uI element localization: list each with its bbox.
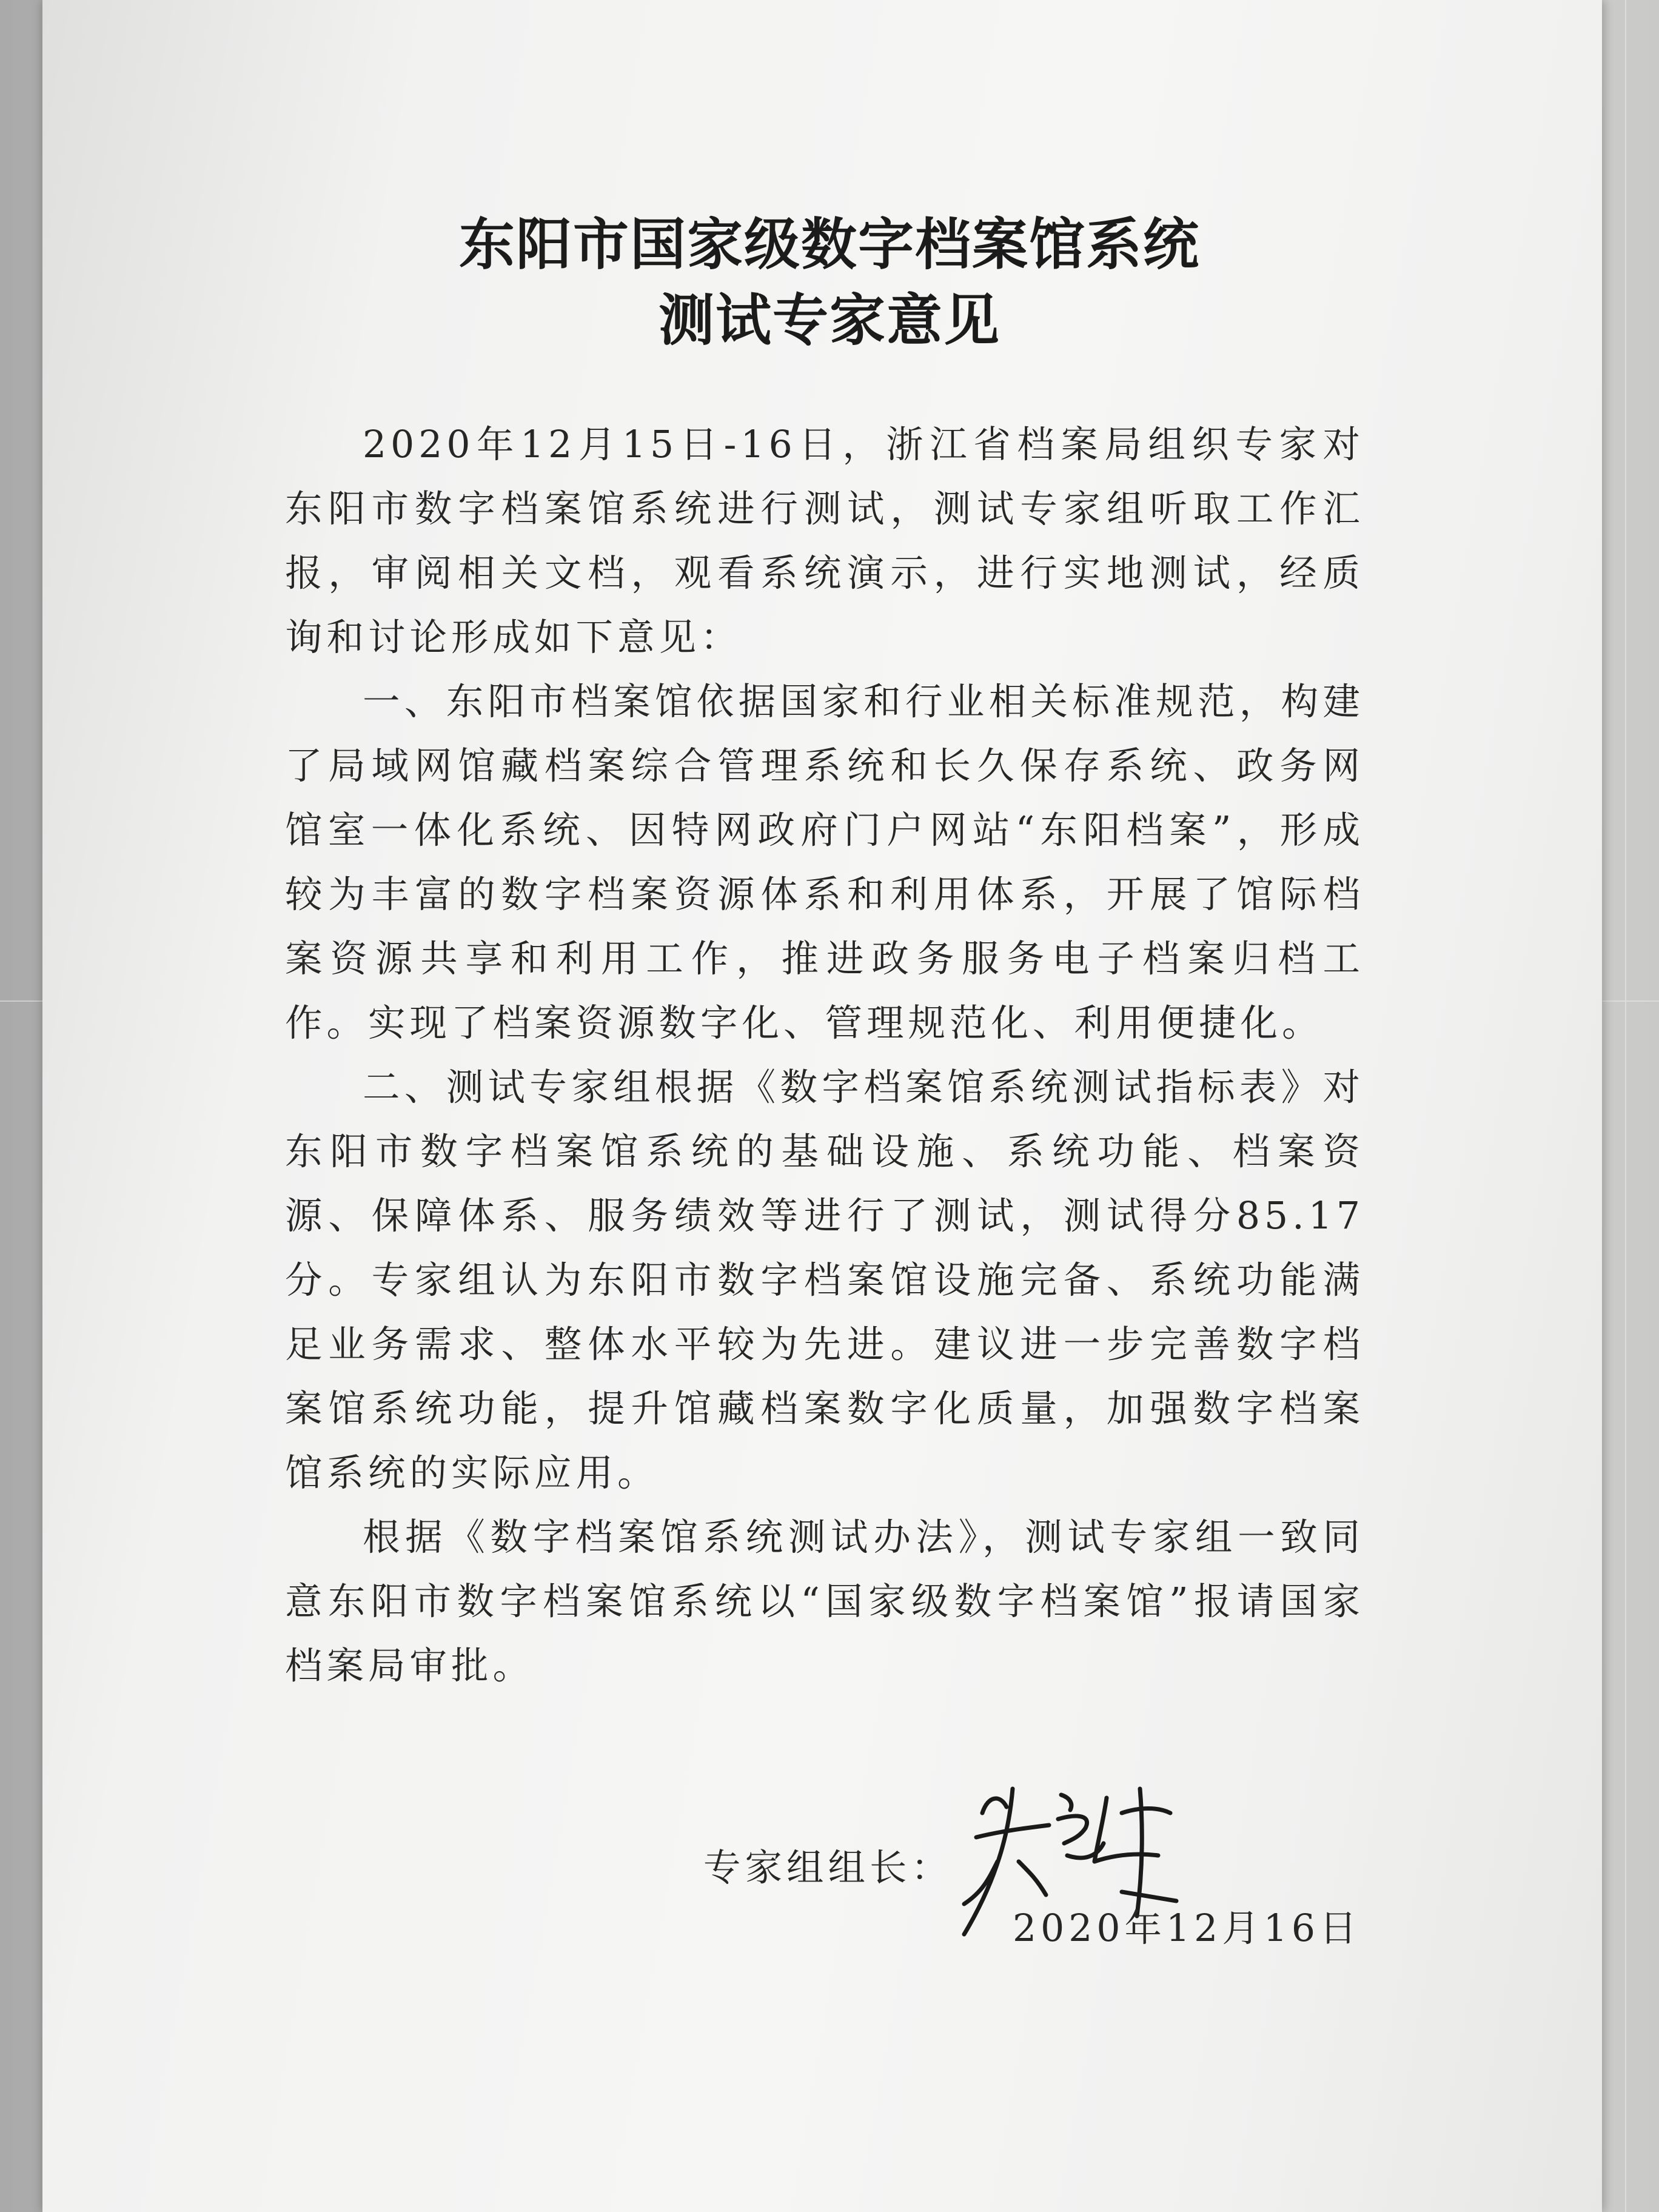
signature-date: 2020年12月16日 xyxy=(1013,1906,1361,1950)
paragraph-intro: 2020年12月15日-16日，浙江省档案局组织专家对东阳市数字档案馆系统进行测试，测试专家组听取工作汇报，审阅相关文档，观看系统演示，进行实地测试，经质询和讨论形成如下意见： xyxy=(285,423,1364,659)
paragraph-one: 一、东阳市档案馆依据国家和行业相关标准规范，构建了局域网馆藏档案综合管理系统和长久保存系统、政务网馆室一体化系统、因特网政府门户网站“东阳档案”，形成较为丰富的数字档案资源体系和利用体系，开展了馆际档案资源共享和利用工作，推进政务服务电子档案归档工作。实现了档案资源数字化、管理规范化、利用便捷化。 xyxy=(285,680,1364,1045)
document-body xyxy=(285,412,1364,1698)
document-subtitle: 测试专家意见 xyxy=(658,288,1000,353)
leader-label: 专家组组长： xyxy=(703,1846,953,1889)
paragraph-two: 二、测试专家组根据《数字档案馆系统测试指标表》对东阳市数字档案馆系统的基础设施、系统功能、档案资源、保障体系、服务绩效等进行了测试，测试得分85.17分。专家组认为东阳市数字档案馆设施完备、系统功能满足业务需求、整体水平较为先进。建议进一步完善数字档案馆系统功能，提升馆藏档案数字化质量，加强数字档案馆系统的实际应用。 xyxy=(285,1065,1364,1495)
document-title: 东阳市国家级数字档案馆系统 xyxy=(458,212,1200,277)
paragraph-conclusion: 根据《数字档案馆系统测试办法》，测试专家组一致同意东阳市数字档案馆系统以“国家级数字档案馆”报请国家档案局审批。 xyxy=(285,1515,1364,1687)
